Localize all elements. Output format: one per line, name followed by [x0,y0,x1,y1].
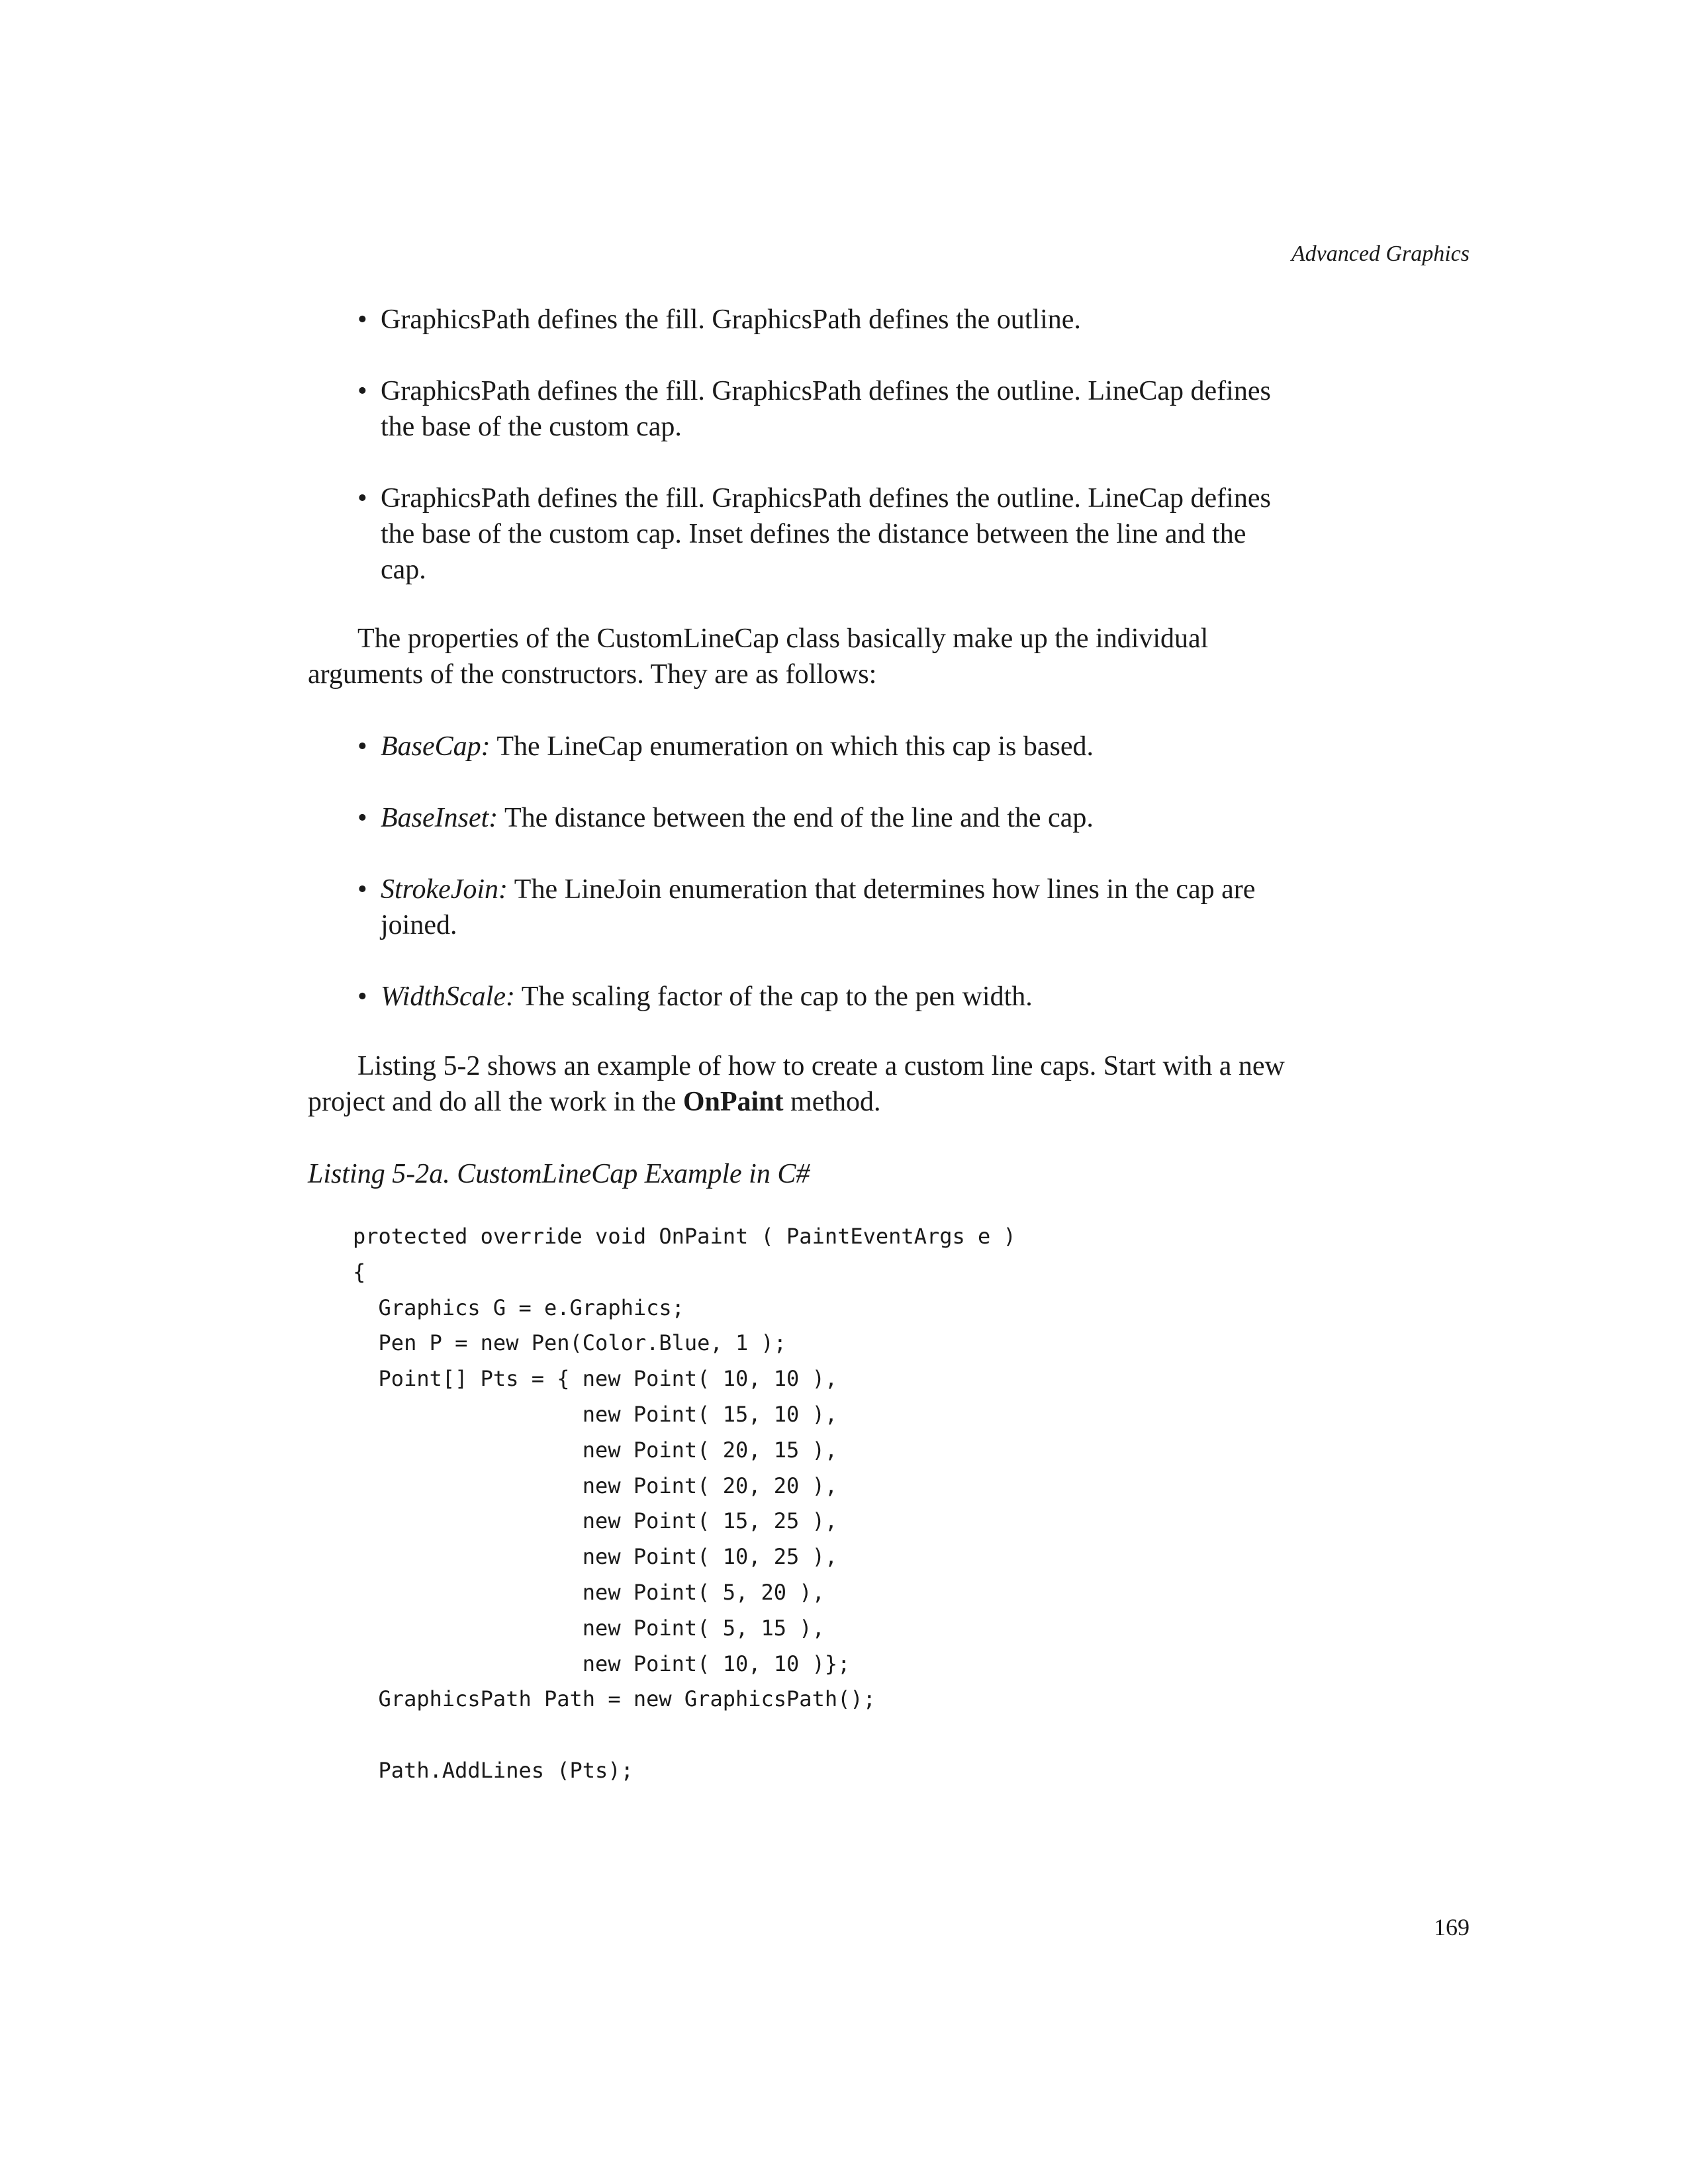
code-line: new Point( 15, 25 ), [353,1508,838,1534]
list-item [357,480,1297,588]
paragraph-text: Listing 5-2 shows an example of how to create a custom line caps. Start with a new project and do all the work in the [308,1051,1285,1117]
list-item [357,872,1297,943]
bullet-icon: • [357,874,367,905]
list-item-text: GraphicsPath defines the fill. GraphicsPath defines the outline. LineCap defines the base of the custom cap. [381,376,1271,442]
code-line: Point[] Pts = { new Point( 10, 10 ), [353,1366,838,1392]
code-line: Pen P = new Pen(Color.Blue, 1 ); [353,1330,787,1356]
property-description: The distance between the end of the line and the cap. [498,803,1094,833]
running-header: Advanced Graphics [1291,242,1470,266]
property-term: WidthScale: [381,981,515,1012]
property-term: BaseCap: [381,731,491,762]
constructor-list [357,302,1297,588]
list-item [357,729,1297,764]
bullet-icon: • [357,981,367,1012]
code-line [353,1717,1016,1753]
code-line: { [353,1259,366,1285]
code-line: new Point( 10, 25 ), [353,1544,838,1570]
list-item-text: GraphicsPath defines the fill. GraphicsPath defines the outline. [381,304,1081,335]
list-item [357,373,1297,445]
list-item [357,979,1297,1015]
property-description: The scaling factor of the cap to the pen width. [514,981,1033,1012]
code-line: new Point( 5, 15 ), [353,1615,825,1641]
bullet-icon: • [357,483,367,514]
bullet-icon: • [357,803,367,833]
code-line: new Point( 15, 10 ), [353,1401,838,1427]
properties-list [357,729,1297,1015]
paragraph-listing-intro [308,1048,1301,1120]
method-name: OnPaint [682,1087,784,1117]
code-listing [353,1219,1016,1789]
list-item [357,302,1297,338]
paragraph-text: method. [783,1087,881,1117]
code-line: new Point( 5, 20 ), [353,1579,825,1605]
property-description: The LineCap enumeration on which this cap is based. [490,731,1094,762]
list-item-text: GraphicsPath defines the fill. GraphicsPath defines the outline. LineCap defines the base of the custom cap. Inset defines the distance between the line and the cap. [381,483,1271,585]
code-line: Path.AddLines (Pts); [353,1757,633,1783]
property-term: StrokeJoin: [381,874,508,905]
page-number: 169 [1434,1914,1470,1940]
property-description: The LineJoin enumeration that determines how lines in the cap are joined. [381,874,1256,940]
code-line: Graphics G = e.Graphics; [353,1295,684,1320]
code-line: GraphicsPath Path = new GraphicsPath(); [353,1686,876,1712]
code-line: protected override void OnPaint ( PaintEventArgs e ) [353,1224,1016,1249]
code-line: new Point( 20, 15 ), [353,1437,838,1463]
bullet-icon: • [357,376,367,406]
property-term: BaseInset: [381,803,498,833]
list-item [357,800,1297,836]
bullet-icon: • [357,731,367,762]
code-line: new Point( 20, 20 ), [353,1473,838,1498]
paragraph-properties-intro: The properties of the CustomLineCap class basically make up the individual arguments of the constructors. They are as follows: [308,623,1209,690]
listing-caption: Listing 5-2a. CustomLineCap Example in C# [308,1159,810,1189]
bullet-icon: • [357,304,367,335]
code-line: new Point( 10, 10 )}; [353,1651,851,1676]
